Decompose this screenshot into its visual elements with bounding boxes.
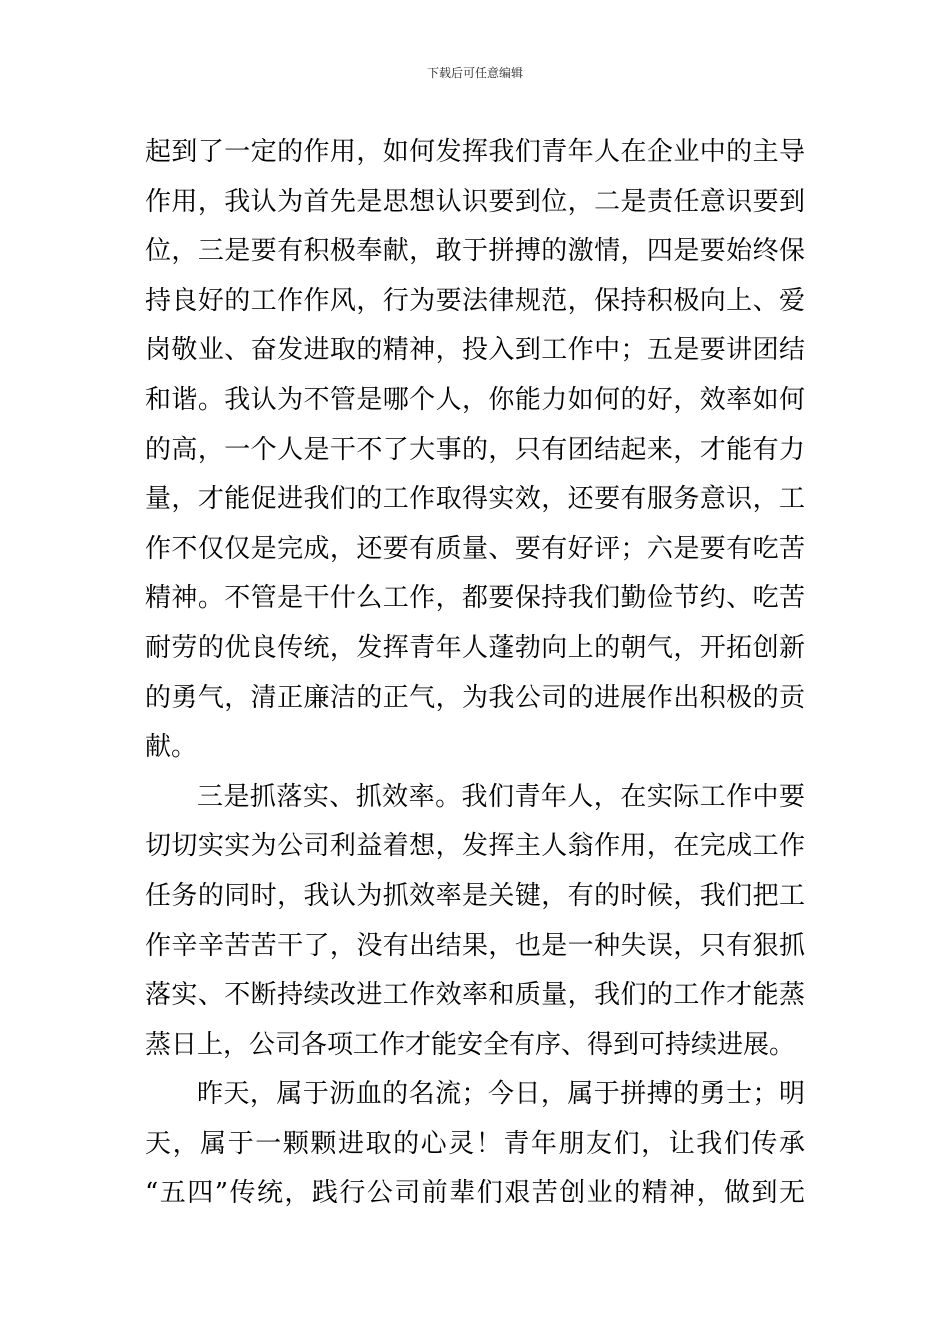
- text-line: 切切实实为公司利益着想，发挥主人翁作用，在完成工作: [145, 831, 805, 862]
- text-line: 昨天，属于沥血的名流；今日，属于拼搏的勇士；明: [197, 1079, 805, 1110]
- text-line: 精神。不管是干什么工作，都要保持我们勤俭节约、吃苦: [145, 583, 805, 614]
- text-line: 和谐。我认为不管是哪个人，你能力如何的好，效率如何: [145, 384, 805, 415]
- page-header: 下载后可任意编辑: [426, 66, 523, 80]
- text-line: 献。: [145, 732, 198, 763]
- text-line: 耐劳的优良传统，发挥青年人蓬勃向上的朝气，开拓创新: [145, 632, 805, 663]
- document-body: [145, 128, 805, 1219]
- text-line: 持良好的工作作风，行为要法律规范，保持积极向上、爱: [145, 285, 805, 316]
- text-line: 位，三是要有积极奉献，敢于拼搏的激情，四是要始终保: [145, 236, 805, 267]
- text-line: 蒸日上，公司各项工作才能安全有序、得到可持续进展。: [145, 1029, 796, 1060]
- text-line: 作不仅仅是完成，还要有质量、要有好评；六是要有吃苦: [145, 533, 805, 564]
- text-line: 落实、不断持续改进工作效率和质量，我们的工作才能蒸: [145, 980, 805, 1011]
- text-line: 岗敬业、奋发进取的精神，投入到工作中；五是要讲团结: [145, 335, 805, 366]
- text-line: 起到了一定的作用，如何发挥我们青年人在企业中的主导: [145, 137, 805, 167]
- text-line: 量，才能促进我们的工作取得实效，还要有服务意识，工: [145, 484, 805, 515]
- text-line: 的高，一个人是干不了大事的，只有团结起来，才能有力: [145, 434, 805, 465]
- text-line: 天，属于一颗颗进取的心灵！青年朋友们，让我们传承: [145, 1128, 805, 1159]
- text-line: 任务的同时，我认为抓效率是关键，有的时候，我们把工: [145, 880, 805, 911]
- text-line: 三是抓落实、抓效率。我们青年人，在实际工作中要: [197, 781, 805, 812]
- text-line: 的勇气，清正廉洁的正气，为我公司的进展作出积极的贡: [145, 682, 805, 713]
- text-line: 作用，我认为首先是思想认识要到位，二是责任意识要到: [145, 186, 805, 217]
- text-line: “五四”传统，践行公司前辈们艰苦创业的精神，做到无: [145, 1178, 805, 1209]
- text-line: 作辛辛苦苦干了，没有出结果，也是一种失误，只有狠抓: [145, 930, 805, 961]
